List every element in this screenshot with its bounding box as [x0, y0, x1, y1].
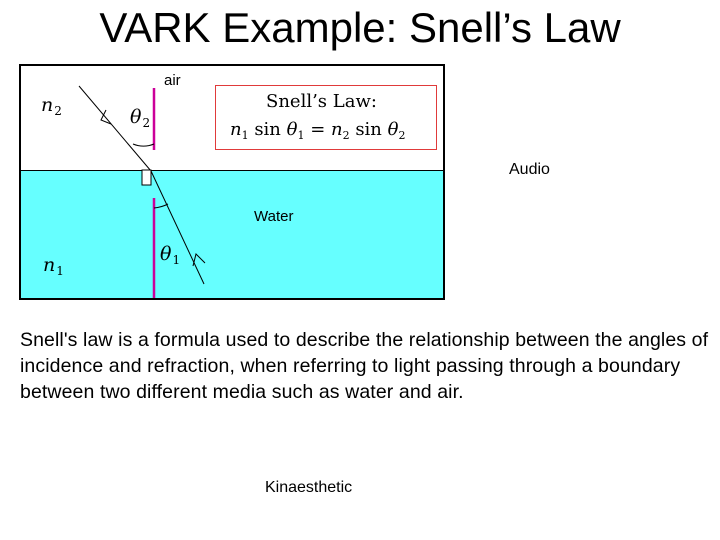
theta2-arc: [133, 144, 154, 146]
audio-label: Audio: [509, 161, 550, 178]
description-text: is a formula used to describe the relationship between the angles of incidence and refraction, when referring to light passing through a boundary between two different media such as water and air.: [20, 329, 709, 403]
slide-title: VARK Example: Snell’s Law: [99, 4, 621, 51]
theta1-label: $\theta_1$: [160, 243, 181, 267]
snells-law-box: [215, 85, 437, 150]
boundary-marker: [142, 170, 151, 185]
theta2-label: $\theta_2$: [130, 106, 151, 130]
theta1-arc: [154, 204, 168, 208]
air-label: air: [164, 72, 181, 89]
law-equation: $n_1$ $\sin \theta_1 = n_2$ $\sin \theta_2$: [230, 119, 406, 142]
snells-law-diagram: [19, 64, 445, 300]
n2-label: $n_2$: [41, 94, 62, 118]
description-paragraph: [20, 327, 710, 405]
incident-ray: [151, 171, 204, 284]
kinaesthetic-label: Kinaesthetic: [265, 479, 353, 496]
n1-label: $n_1$: [43, 254, 64, 278]
water-label: Water: [254, 208, 294, 225]
law-title: Snell’s Law:: [266, 91, 377, 112]
snells-law-term: Snell's law: [20, 329, 113, 351]
